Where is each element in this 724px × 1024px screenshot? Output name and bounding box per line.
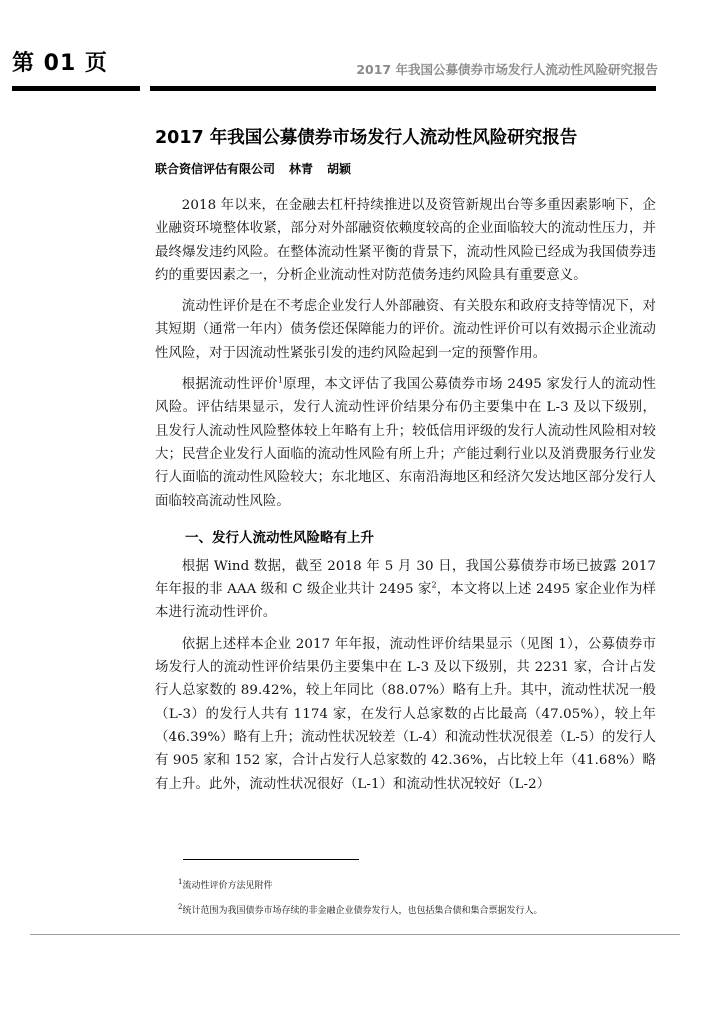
footnote-2	[178, 905, 542, 917]
footnote-1-mark: 1	[178, 878, 183, 886]
header-rule-right	[150, 86, 656, 91]
paragraph-1: 2018 年以来，在金融去杠杆持续推进以及资管新规出台等多重因素影响下，企业融资环境整体收紧，部分对外部融资依赖度较高的企业面临较大的流动性压力，并最终爆发违约风险。在整体流动性紧平衡的背景下，流动性风险已经成为我国债券违约的重要因素之一，分析企业流动性对防范债务违约风险具有重要意义。	[155, 198, 656, 283]
paragraph-4-text-a: 根据 Wind 数据，截至 2018 年 5 月 30 日，我国公募债券市场已披露 2017 年年报的非 AAA 级和 C 级企业共计 2495 家	[155, 558, 656, 598]
header-rule-left	[12, 86, 140, 91]
document-title: 2017 年我国公募债券市场发行人流动性风险研究报告	[155, 128, 578, 148]
paragraph-4	[155, 555, 656, 625]
paragraph-3	[155, 373, 656, 513]
paragraph-3-text-a: 根据流动性评价	[181, 377, 278, 393]
footnote-separator	[183, 859, 359, 860]
running-header-title: 2017 年我国公募债券市场发行人流动性风险研究报告	[356, 62, 658, 77]
section-heading-1: 一、发行人流动性风险略有上升	[185, 529, 374, 546]
page-number: 第 01 页	[12, 51, 108, 76]
author-name-2: 胡颖	[327, 162, 352, 176]
footnote-ref-2[interactable]: 2	[431, 580, 437, 590]
footnote-2-text: 统计范围为我国债券市场存续的非金融企业债券发行人，也包括集合债和集合票据发行人。	[182, 906, 543, 916]
paragraph-5: 依据上述样本企业 2017 年年报，流动性评价结果显示（见图 1），公募债券市场发行人的流动性评价结果仍主要集中在 L-3 及以下级别，共 2231 家，合计占发行人总家数的 89.42%，较上年同比（88.07%）略有上升。其中，流动性状况一般（L-3）的发行人共有 1174 家，在发行人总家数的占比最高（47.05%），较上年（46.39%）略有上升；流动性状况较差（L-4）和流动性状况很差（L-5）的发行人有 905 家和 152 家，合计占发行人总家数的 42.36%，占比较上年（41.68%）略有上升。此外，流动性状况很好（L-1）和流动性状况较好（L-2）	[155, 636, 656, 792]
footnote-1-text: 流动性评价方法见附件	[182, 881, 273, 891]
author-organization: 联合资信评估有限公司	[155, 162, 276, 176]
paragraph-3-text-b: 原理，本文评估了我国公募债券市场 2495 家发行人的流动性风险。评估结果显示，发行人流动性评价结果分布仍主要集中在 L-3 及以下级别，且发行人流动性风险整体较上年略有上升；较低信用评级的发行人流动性风险相对较大；民营企业发行人面临的流动性风险有所上升；产能过剩行业以及消费服务行业发行人面临的流动性风险较大；东北地区、东南沿海地区和经济欠发达地区部分发行人面临较高流动性风险。	[155, 377, 656, 509]
page-bottom-rule	[30, 934, 680, 935]
paragraph-4-text-b: ，本文将以上述 2495 家企业作为样本进行流动性评价。	[155, 582, 656, 621]
footnote-1	[178, 880, 272, 892]
footnote-2-mark: 2	[178, 903, 183, 911]
paragraph-2: 流动性评价是在不考虑企业发行人外部融资、有关股东和政府支持等情况下，对其短期（通常一年内）债务偿还保障能力的评价。流动性评价可以有效揭示企业流动性风险，对于因流动性紧张引发的违约风险起到一定的预警作用。	[155, 299, 656, 361]
article-body	[155, 124, 656, 796]
author-name-1: 林青	[289, 162, 314, 176]
author-line	[155, 160, 656, 178]
footnote-ref-1[interactable]: 1	[277, 375, 284, 385]
